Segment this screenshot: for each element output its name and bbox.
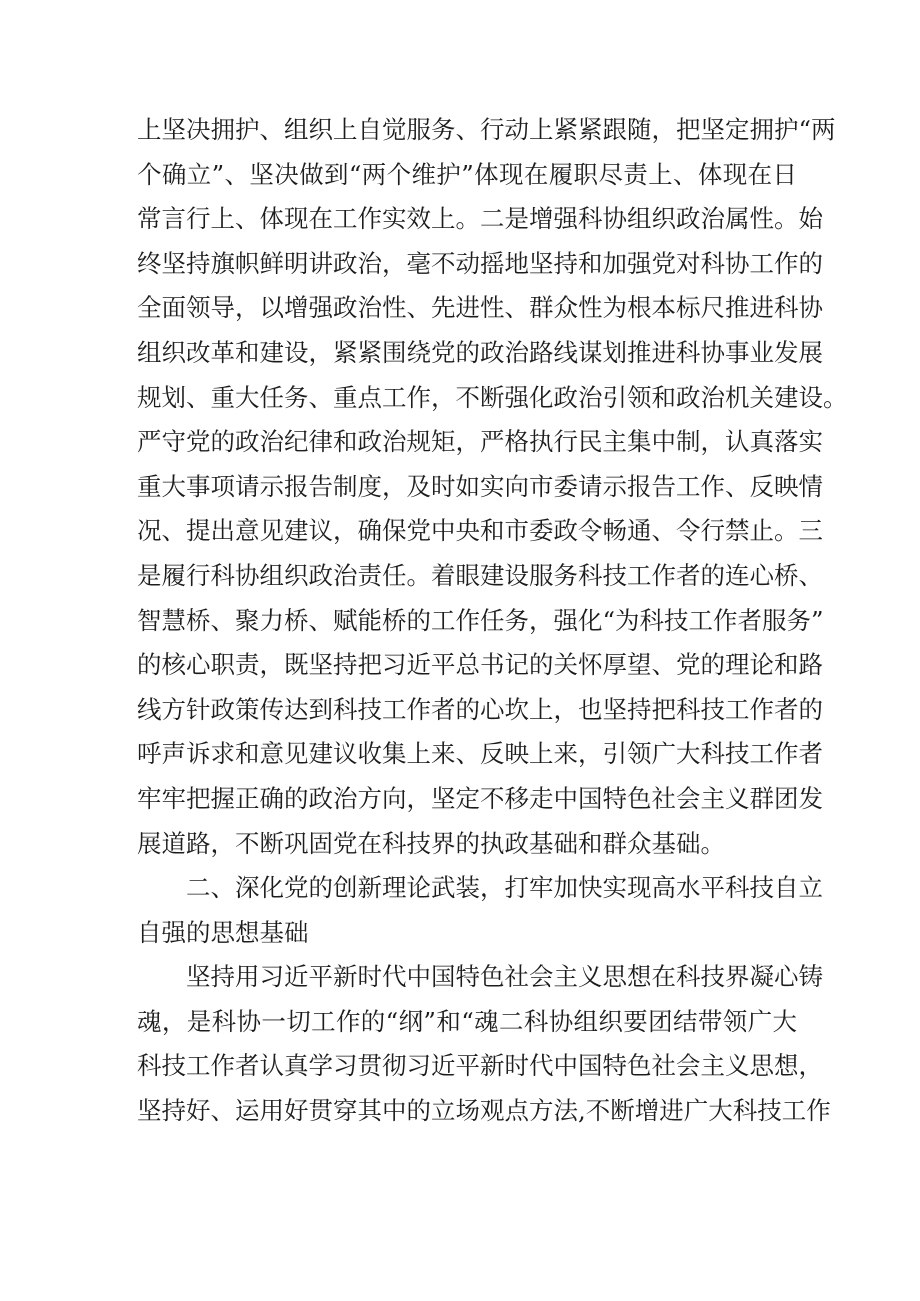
text-line: 个确立”、坚决做到“两个维护”体现在履职尽责上、体现在日	[137, 159, 797, 189]
text-line: 况、提出意见建议，确保党中央和市委政令畅通、令行禁止。三	[137, 516, 823, 546]
text-line: 全面领导，以增强政治性、先进性、群众性为根本标尺推进科协	[137, 293, 823, 323]
text-line: 终坚持旗帜鲜明讲政治，毫不动摇地坚持和加强党对科协工作的	[137, 248, 823, 278]
text-line: 坚持用习近平新时代中国特色社会主义思想在科技界凝心铸	[186, 962, 823, 992]
text-line: 科技工作者认真学习贯彻习近平新时代中国特色社会主义思想，	[137, 1051, 823, 1081]
text-line: 魂，是科协一切工作的“纲”和“魂二科协组织要团结带领广大	[137, 1006, 797, 1036]
text-line: 牢牢把握正确的政治方向，坚定不移走中国特色社会主义群团发	[137, 783, 823, 813]
text-line: 线方针政策传达到科技工作者的心坎上，也坚持把科技工作者的	[137, 694, 823, 724]
text-line: 坚持好、运用好贯穿其中的立场观点方法,不断增进广大科技工作	[137, 1096, 831, 1126]
body-paragraph	[137, 955, 831, 1133]
text-line: 是履行科协组织政治责任。着眼建设服务科技工作者的连心桥、	[137, 560, 823, 590]
document-body	[137, 108, 848, 1134]
text-line: 规划、重大任务、重点工作，不断强化政治引领和政治机关建设。	[137, 382, 848, 412]
heading-line: 自强的思想基础	[137, 917, 309, 947]
section-heading	[137, 866, 823, 955]
heading-line: 二、深化党的创新理论武装，打牢加快实现高水平科技自立	[186, 873, 823, 903]
text-line: 呼声诉求和意见建议收集上来、反映上来，引领广大科技工作者	[137, 739, 823, 769]
text-line: 重大事项请示报告制度，及时如实向市委请示报告工作、反映情	[137, 471, 823, 501]
text-line: 的核心职责，既坚持把习近平总书记的关怀厚望、党的理论和路	[137, 650, 823, 680]
text-line: 智慧桥、聚力桥、赋能桥的工作任务，强化“为科技工作者服务”	[137, 605, 824, 635]
text-line: 严守党的政治纪律和政治规矩，严格执行民主集中制，认真落实	[137, 427, 823, 457]
text-line: 展道路，不断巩固党在科技界的执政基础和群众基础。	[137, 828, 725, 858]
text-line: 上坚决拥护、组织上自觉服务、行动上紧紧跟随，把坚定拥护“两	[137, 115, 836, 144]
text-line: 组织改革和建设，紧紧围绕党的政治路线谋划推进科协事业发展	[137, 337, 823, 367]
text-line: 常言行上、体现在工作实效上。二是增强科协组织政治属性。始	[137, 204, 823, 234]
body-paragraph	[137, 108, 848, 866]
